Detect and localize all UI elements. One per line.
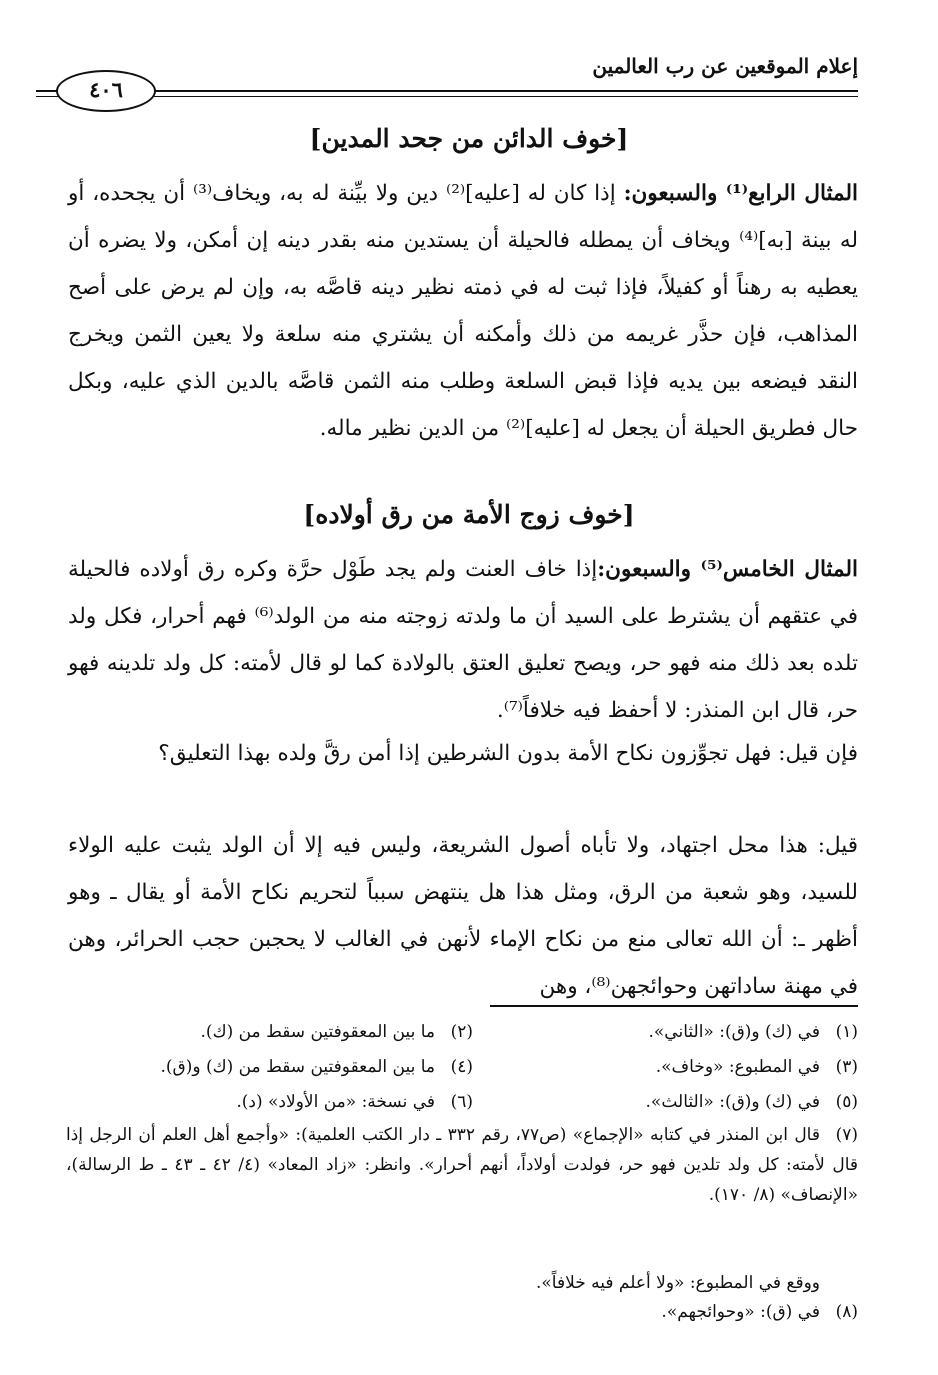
paragraph-3: فإن قيل: فهل تجوِّزون نكاح الأمة بدون الشرطين إذا أمن رقَّ ولده بهذا التعليق؟ (158, 741, 858, 766)
page-header (36, 40, 858, 110)
footnote-6: (٦)في نسخة: «من الأولاد» (د). (236, 1092, 473, 1112)
page-number: ٤٠٦ (56, 70, 156, 112)
footnote-3: (٣)في المطبوع: «وخاف». (655, 1057, 858, 1077)
paragraph-1-lead: المثال الرابع⁽¹⁾ والسبعون: (623, 181, 859, 206)
book-title: إعلام الموقعين عن رب العالمين (592, 54, 858, 78)
header-rule (36, 90, 858, 92)
footnote-7-note: ووقع في المطبوع: «ولا أعلم فيه خلافاً». (535, 1273, 820, 1293)
footnote-separator (490, 1005, 858, 1007)
header-rule-thin (36, 96, 858, 97)
paragraph-2 (68, 546, 858, 734)
paragraph-2-lead: المثال الخامس⁽⁵⁾ والسبعون: (597, 557, 858, 582)
footnote-8: (٨)في (ق): «وحوائجهم». (661, 1302, 858, 1322)
paragraph-1 (68, 170, 858, 452)
section-heading-1: [خوف الدائن من جحد المدين] (309, 124, 629, 153)
footnote-2: (٢)ما بين المعقوفتين سقط من (ك). (200, 1022, 473, 1042)
footnote-4: (٤)ما بين المعقوفتين سقط من (ك) و(ق). (160, 1057, 473, 1077)
footnote-5: (٥)في (ك) و(ق): «الثالث». (645, 1092, 858, 1112)
paragraph-2-text: إذا خاف العنت ولم يجد طَوْل حرَّة وكره رق أولاده فالحيلة في عتقهم أن يشترط على السيد أن ما ولدته زوجته منه من الولد⁽⁶⁾ فهم أحرار، فكل ولد تلده بعد ذلك منه فهو حر، ويصح تعليق العتق بالولادة كما لو قال لأمته: كل ولد تلدينه فهو حر، قال ابن المنذر: لا أحفظ فيه خلافاً⁽⁷⁾. (68, 557, 858, 723)
footnote-7: (٧)قال ابن المنذر في كتابه «الإجماع» (ص٧٧، رقم ٣٣٢ ـ دار الكتب العلمية): «وأجمع أهل العلم أن الرجل إذا قال لأمته: كل ولد تلدين فهو حر، فولدت أولاداً، أنهم أحرار». وانظر: «زاد المعاد» (٤/ ٤٢ ـ ٤٣ ـ ط الرسالة)، «الإنصاف» (٨/ ١٧٠). (66, 1125, 858, 1205)
paragraph-4: قيل: هذا محل اجتهاد، ولا تأباه أصول الشريعة، وليس فيه إلا أن الولد يثبت عليه الولاء للسيد، وهو شعبة من الرق، ومثل هذا هل ينتهض سبباً لتحريم نكاح الأمة أو يقال ـ وهو أظهر ـ: أن الله تعالى منع من نكاح الإماء لأنهن في الغالب لا يحجبن حجب الحرائر، وهن في مهنة ساداتهن وحوائجهن⁽⁸⁾، وهن (68, 833, 858, 999)
section-heading-2: [خوف زوج الأمة من رق أولاده] (303, 500, 635, 529)
paragraph-1-text: إذا كان له [عليه]⁽²⁾ دين ولا بيِّنة له به، ويخاف⁽³⁾ أن يجحده، أو له بينة [به]⁽⁴⁾ ويخاف أن يمطله فالحيلة أن يستدين منه بقدر دينه إن أمكن، ولا يضره أن يعطيه به رهناً أو كفيلاً، فإذا ثبت له في ذمته نظير دينه قاصَّه به، وإن لم يرض على أصح المذاهب، فإن حذَّر غريمه من ذلك وأمكنه أن يشتري منه سلعة ولا يعين الثمن ويخرج النقد فيضعه بين يديه فإذا قبض السلعة وطلب منه الثمن قاصَّه بالدين الذي عليه، وبكل حال فطريق الحيلة أن يجعل له [عليه]⁽²⁾ من الدين نظير ماله. (68, 181, 858, 441)
footnote-1: (١)في (ك) و(ق): «الثاني». (648, 1022, 858, 1042)
